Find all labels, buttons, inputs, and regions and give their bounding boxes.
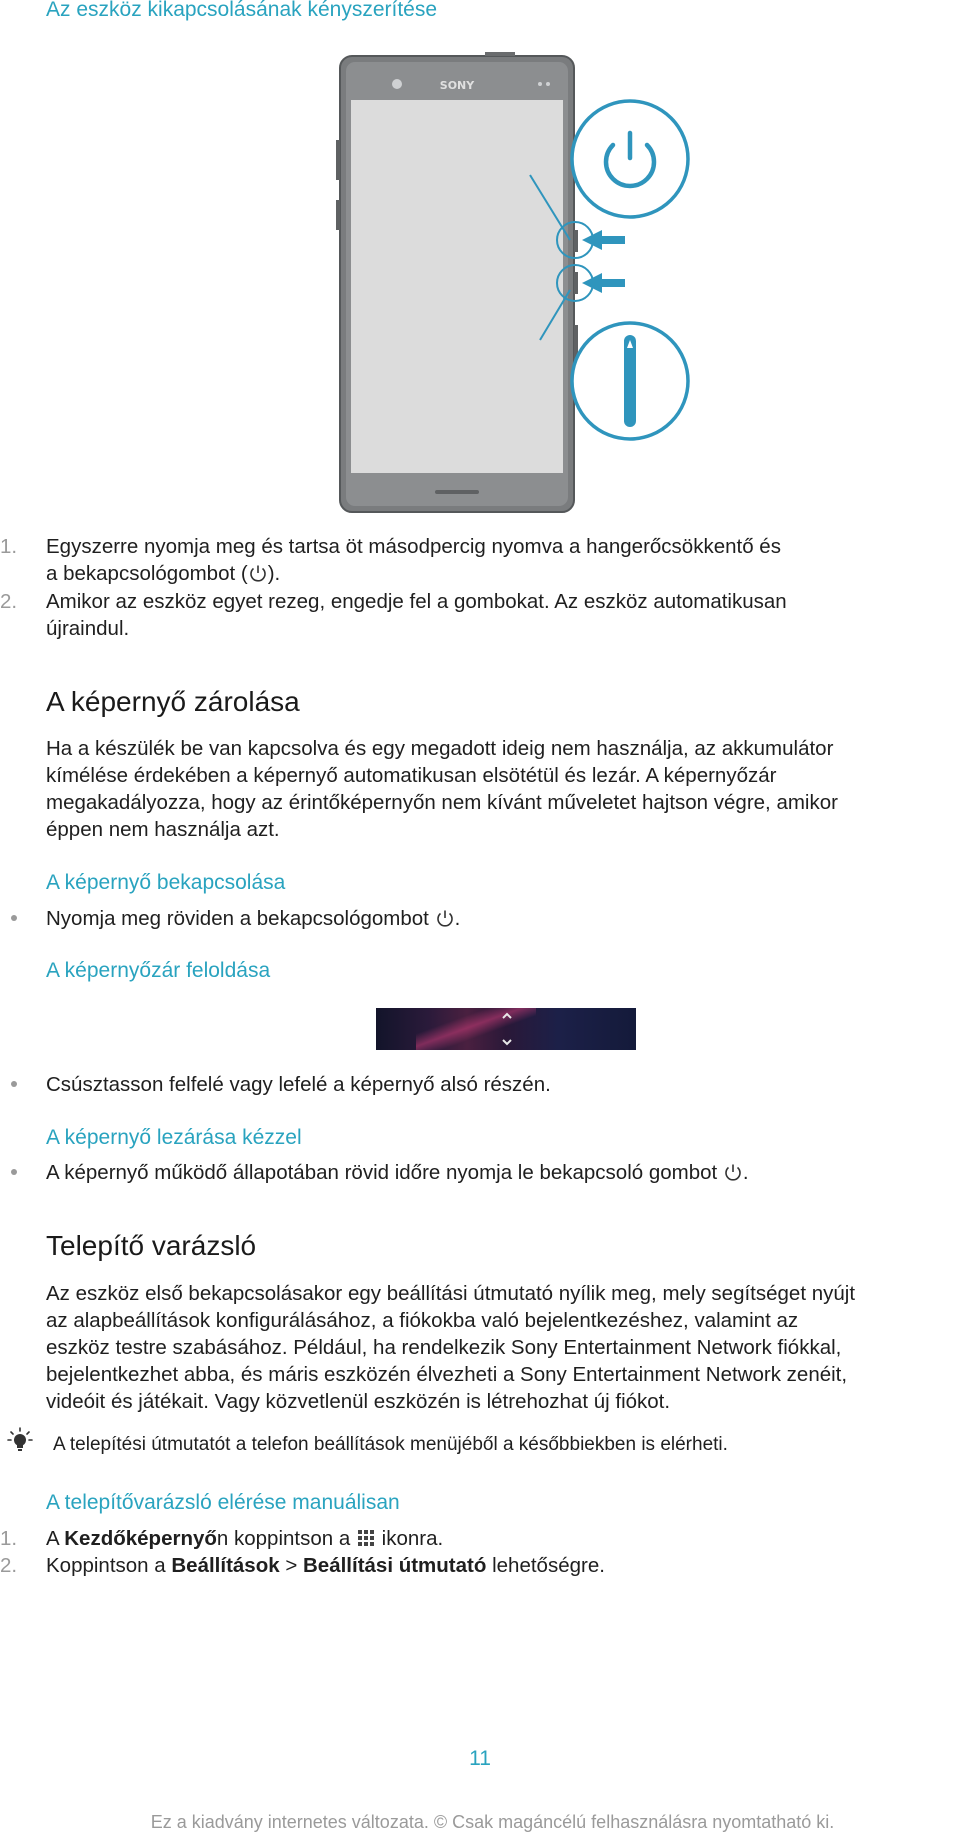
bullet-text: Csúsztasson felfelé vagy lefelé a képernyő alsó részén. <box>46 1073 551 1096</box>
step-text: ikonra. <box>375 1527 444 1550</box>
step-text: a bekapcsológombot ( <box>46 562 248 585</box>
step-number: 2. <box>0 590 18 613</box>
step-text: lehetőségre. <box>486 1554 605 1577</box>
subheading-setup-wizard-manual: A telepítővarázsló elérése manuálisan <box>46 1491 400 1514</box>
step-text-bold: Kezdőképernyő <box>64 1527 217 1550</box>
step-number: 1. <box>0 535 18 558</box>
section-heading-screen-lock: A képernyő zárolása <box>46 686 300 717</box>
power-icon <box>723 1162 743 1182</box>
bullet-dot <box>11 915 17 921</box>
section-heading-force-restart: Az eszköz kikapcsolásának kényszerítése <box>46 0 438 21</box>
bullet-text: . <box>454 907 461 930</box>
paragraph-line: éppen nem használja azt. <box>46 818 280 841</box>
step-text: újraindul. <box>46 617 130 640</box>
bullet-text: A képernyő működő állapotában rövid időre nyomja le bekapcsoló gombot <box>46 1161 723 1184</box>
power-icon <box>435 908 455 928</box>
chevron-up-down-icon <box>500 1010 514 1048</box>
step-text: A <box>46 1527 65 1550</box>
paragraph-line: az alapbeállítások konfigurálásához, a fiókokba való bejelentkezéshez, valamint az <box>46 1309 799 1332</box>
subheading-turn-on-screen: A képernyő bekapcsolása <box>46 871 286 894</box>
step-number: 1. <box>0 1527 18 1550</box>
apps-grid-icon <box>356 1528 376 1548</box>
paragraph-line: videóit és játékait. Vagy közvetlenül eszközén is létrehozhat új fiókot. <box>46 1390 671 1413</box>
tip-text: A telepítési útmutatót a telefon beállítások menüjéből a későbbiekben is elérheti. <box>53 1434 728 1455</box>
paragraph-line: Ha a készülék be van kapcsolva és egy megadott ideig nem használja, az akkumulátor <box>46 737 834 760</box>
step-2 <box>0 588 960 648</box>
phone-illustration <box>330 50 690 520</box>
paragraph-line: megakadályozza, hogy az érintőképernyőn nem kívánt műveletet hajtson végre, amikor <box>46 791 838 814</box>
step-text: Egyszerre nyomja meg és tartsa öt másodpercig nyomva a hangerőcsökkentő és <box>46 535 781 558</box>
paragraph-line: eszköz testre szabásához. Például, ha rendelkezik Sony Entertainment Network fiókkal, <box>46 1336 842 1359</box>
screen-lock-paragraph <box>46 735 960 843</box>
subheading-unlock-screen: A képernyőzár feloldása <box>46 959 271 982</box>
phone-brand: SONY <box>439 79 475 92</box>
step-1 <box>0 533 960 593</box>
bullet-text: . <box>742 1161 749 1184</box>
unlock-strip-image <box>376 1008 636 1050</box>
step-text: Koppintson a <box>46 1554 172 1577</box>
paragraph-line: bejelentkezhet abba, és máris eszközén élvezheti a Sony Entertainment Network zenéit, <box>46 1363 848 1386</box>
bullet-unlock-screen <box>0 1071 960 1101</box>
step-number: 2. <box>0 1554 18 1577</box>
bullet-lock-screen-manually <box>0 1159 960 1189</box>
page-number: 11 <box>469 1747 491 1770</box>
paragraph-line: Az eszköz első bekapcsolásakor egy beállítási útmutató nyílik meg, mely segítséget nyújt <box>46 1282 856 1305</box>
footer-note: Ez a kiadvány internetes változata. © Csak magáncélú felhasználásra nyomtatható ki. <box>150 1812 835 1832</box>
bullet-text: Nyomja meg röviden a bekapcsológombot <box>46 907 435 930</box>
manual-step-1 <box>0 1525 960 1553</box>
bullet-dot <box>11 1081 17 1087</box>
step-text-bold: Beállítási útmutató <box>303 1554 487 1577</box>
bullet-dot <box>11 1169 17 1175</box>
power-icon <box>248 563 268 583</box>
step-text: n koppintson a <box>216 1527 356 1550</box>
step-text: > <box>279 1554 303 1577</box>
step-text: Amikor az eszköz egyet rezeg, engedje fel a gombokat. Az eszköz automatikusan <box>46 590 787 613</box>
setup-wizard-paragraph <box>46 1280 960 1415</box>
step-text: ). <box>267 562 281 585</box>
section-heading-setup-wizard: Telepítő varázsló <box>46 1230 257 1261</box>
tip-lightbulb-icon <box>6 1426 34 1454</box>
paragraph-line: kímélése érdekében a képernyő automatikusan elsötétül és lezár. A képernyőzár <box>46 764 777 787</box>
manual-step-2 <box>0 1552 960 1580</box>
step-text-bold: Beállítások <box>171 1554 280 1577</box>
subheading-lock-screen-manually: A képernyő lezárása kézzel <box>46 1126 302 1149</box>
bullet-turn-on-screen <box>0 905 960 935</box>
